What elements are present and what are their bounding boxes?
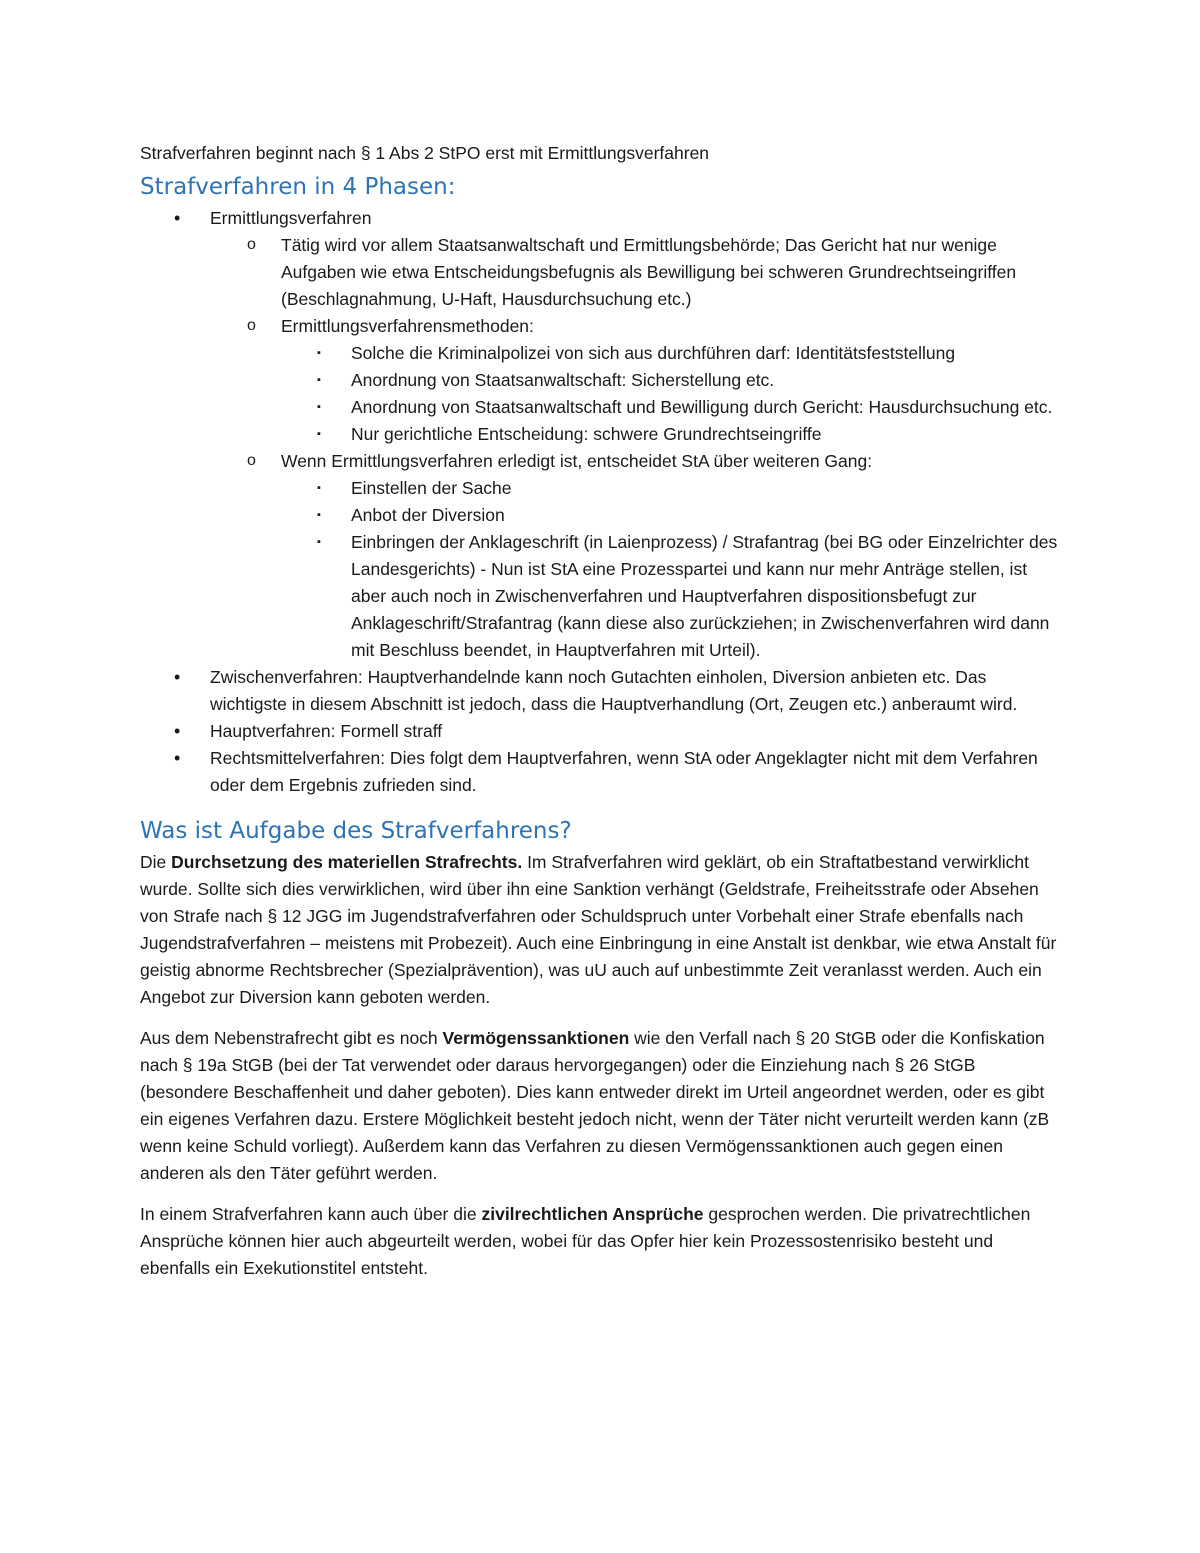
list-text: Einstellen der Sache xyxy=(351,478,512,498)
bold-term: zivilrechtlichen Ansprüche xyxy=(481,1204,704,1224)
list-item xyxy=(140,745,1065,799)
list-text: Nur gerichtliche Entscheidung: schwere Grundrechtseingriffe xyxy=(351,424,822,444)
bullet-icon: • xyxy=(174,721,181,741)
paragraph-durchsetzung xyxy=(140,849,1065,1011)
list-text: Tätig wird vor allem Staatsanwaltschaft und Ermittlungsbehörde; Das Gericht hat nur wenige Aufgaben wie etwa Entscheidungsbefugnis als Bewilligung bei schweren Grundrechtseingriffen (Beschlagnahmung, U-Haft, Hausdurchsuchung etc.) xyxy=(281,235,1017,309)
heading-aufgabe: Was ist Aufgabe des Strafverfahrens? xyxy=(140,818,572,844)
text-run: In einem Strafverfahren kann auch über die xyxy=(140,1204,482,1224)
list-text: Wenn Ermittlungsverfahren erledigt ist, entscheidet StA über weiteren Gang: xyxy=(281,451,873,471)
list-text: Anordnung von Staatsanwaltschaft: Sicherstellung etc. xyxy=(351,370,775,390)
heading-phases: Strafverfahren in 4 Phasen: xyxy=(140,174,456,200)
list-item xyxy=(140,421,1065,448)
list-item xyxy=(140,232,1065,313)
list-item xyxy=(140,475,1065,502)
square-bullet-icon: ▪ xyxy=(317,536,321,548)
list-text: Anbot der Diversion xyxy=(351,505,505,525)
bullet-icon: • xyxy=(174,208,181,228)
list-item xyxy=(140,394,1065,421)
phase-label: Ermittlungsverfahren xyxy=(210,208,372,228)
list-item xyxy=(140,664,1065,718)
text-run: wie den Verfall nach § 20 StGB oder die Konfiskation nach § 19a StGB (bei der Tat verwendet oder daraus hervorgegangen) oder die Einziehung nach § 26 StGB (besondere Beschaffenheit und daher geboten). Dies kann entweder direkt im Urteil angeordnet werden, oder es gibt ein eigenes Verfahren dazu. Erstere Möglichkeit besteht jedoch nicht, wenn der Täter nicht verurteilt werden kann (zB wenn keine Schuld vorliegt). Außerdem kann das Verfahren zu diesen Vermögenssanktionen auch gegen einen anderen als den Täter geführt werden. xyxy=(140,1028,1050,1183)
list-item xyxy=(140,529,1065,664)
bullet-icon: • xyxy=(174,748,181,768)
list-item xyxy=(140,340,1065,367)
intro-text: Strafverfahren beginnt nach § 1 Abs 2 StPO erst mit Ermittlungsverfahren xyxy=(140,143,710,163)
paragraph-vermoegenssanktionen xyxy=(140,1025,1065,1187)
list-item xyxy=(140,448,1065,475)
list-text: Anordnung von Staatsanwaltschaft und Bewilligung durch Gericht: Hausdurchsuchung etc. xyxy=(351,397,1053,417)
list-text: Ermittlungsverfahrensmethoden: xyxy=(281,316,534,336)
list-item xyxy=(140,367,1065,394)
text-run: gesprochen werden. Die privatrechtlichen Ansprüche können hier auch abgeurteilt werden, wobei für das Opfer hier kein Prozessostenrisiko besteht und ebenfalls ein Exekutionstitel entsteht. xyxy=(140,1204,1031,1278)
list-text: Einbringen der Anklageschrift (in Laienprozess) / Strafantrag (bei BG oder Einzelrichter des Landesgerichts) - Nun ist StA eine Prozesspartei und kann nur mehr Anträge stellen, ist aber auch noch in Zwischenverfahren und Hauptverfahren dispositionsbefugt zur Anklageschrift/Strafantrag (kann diese also zurückziehen; in Zwischenverfahren wird dann mit Beschluss beendet, in Hauptverfahren mit Urteil). xyxy=(351,532,1058,660)
square-bullet-icon: ▪ xyxy=(317,509,321,521)
list-text: Hauptverfahren: Formell straff xyxy=(210,721,443,741)
bold-term: Durchsetzung des materiellen Strafrechts. xyxy=(171,852,523,872)
list-text: Rechtsmittelverfahren: Dies folgt dem Hauptverfahren, wenn StA oder Angeklagter nicht mit dem Verfahren oder dem Ergebnis zufrieden sind. xyxy=(210,748,1038,795)
square-bullet-icon: ▪ xyxy=(317,401,321,413)
circle-bullet-icon: o xyxy=(247,317,256,334)
circle-bullet-icon: o xyxy=(247,452,256,469)
text-run: Aus dem Nebenstrafrecht gibt es noch xyxy=(140,1028,443,1048)
list-text: Solche die Kriminalpolizei von sich aus durchführen darf: Identitätsfeststellung xyxy=(351,343,956,363)
phase-list xyxy=(140,205,1065,799)
list-item xyxy=(140,313,1065,340)
bold-term: Vermögenssanktionen xyxy=(442,1028,630,1048)
list-item xyxy=(140,502,1065,529)
square-bullet-icon: ▪ xyxy=(317,482,321,494)
list-item xyxy=(140,205,1065,232)
square-bullet-icon: ▪ xyxy=(317,428,321,440)
list-item xyxy=(140,718,1065,745)
square-bullet-icon: ▪ xyxy=(317,347,321,359)
text-run: Im Strafverfahren wird geklärt, ob ein Straftatbestand verwirklicht wurde. Sollte sich dies verwirklichen, wird über ihn eine Sanktion verhängt (Geldstrafe, Freiheitsstrafe oder Absehen von Strafe nach § 12 JGG im Jugendstrafverfahren oder Schuldspruch unter Vorbehalt einer Strafe ebenfalls nach Jugendstrafverfahren – meistens mit Probezeit). Auch eine Einbringung in eine Anstalt ist denkbar, wie etwa Anstalt für geistig abnorme Rechtsbrecher (Spezialprävention), was uU auch auf unbestimmte Zeit veranlasst werden. Auch ein Angebot zur Diversion kann geboten werden. xyxy=(140,852,1057,1007)
paragraph-zivilrecht xyxy=(140,1201,1065,1282)
bullet-icon: • xyxy=(174,667,181,687)
text-run: Die xyxy=(140,852,172,872)
square-bullet-icon: ▪ xyxy=(317,374,321,386)
list-text: Zwischenverfahren: Hauptverhandelnde kann noch Gutachten einholen, Diversion anbieten etc. Das wichtigste in diesem Abschnitt ist jedoch, dass die Hauptverhandlung (Ort, Zeugen etc.) anberaumt wird. xyxy=(210,667,1018,714)
circle-bullet-icon: o xyxy=(247,236,256,253)
document-body xyxy=(140,140,1065,1282)
